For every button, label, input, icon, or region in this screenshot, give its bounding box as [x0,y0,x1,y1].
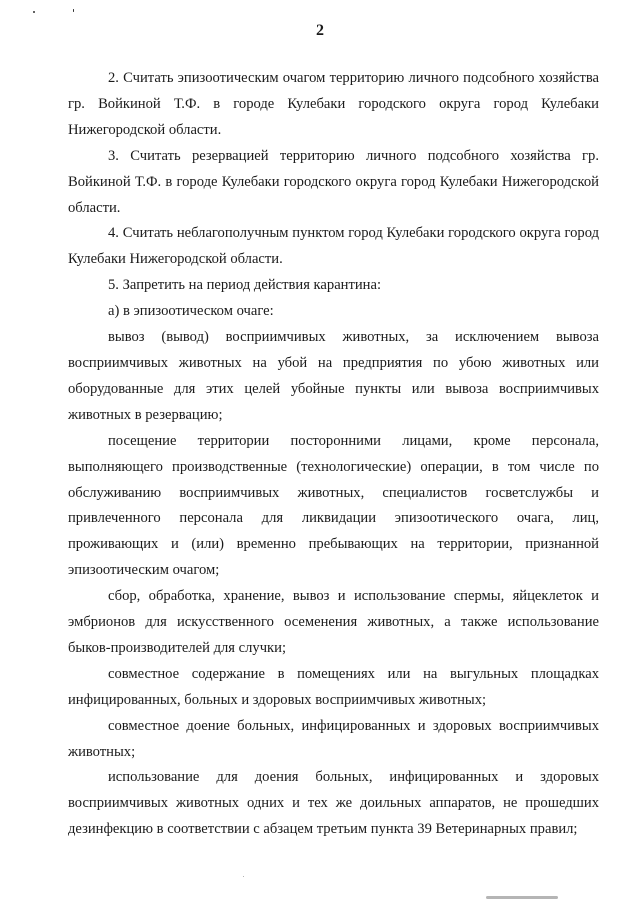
prohibition-genetic-material: сбор, обработка, хранение, вывоз и использование спермы, яйцеклеток и эмбрионов для искусственного осеменения животных, а также использование быков-производителей для случки; [68,588,599,656]
paragraph-item-5: 5. Запретить на период действия карантина: [108,277,382,294]
paragraph-item-4: 4. Считать неблагополучным пунктом город Кулебаки городского округа город Кулебаки Нижегородской области. [68,225,599,268]
document-body [68,66,599,843]
scan-artifact [33,11,35,13]
prohibition-visiting: посещение территории посторонними лицами, кроме персонала, выполняющего производственные (технологические) операции, в том числе по обслуживанию восприимчивых животных, специалистов госветслужбы и привлеченного персонала для ликвидации эпизоотического очага, лиц, проживающих и (или) временно пребывающих на территории, признанной эпизоотическим очагом; [68,432,599,579]
prohibition-milking-equipment: использование для доения больных, инфицированных и здоровых восприимчивых животных одних и тех же доильных аппаратов, не прошедших дезинфекцию в соответствии с абзацем третьим пункта 39 Ветеринарных правил; [68,769,599,838]
prohibition-removal: вывоз (вывод) восприимчивых животных, за исключением вывоза восприимчивых животных на убой на предприятия по убою животных или оборудованные для этих целей убойные пункты или вывоза восприимчивых животных в резервацию; [68,329,599,423]
scan-artifact [73,9,74,12]
page-number: 2 [316,22,324,39]
prohibition-joint-keeping: совместное содержание в помещениях или на выгульных площадках инфицированных, больных и здоровых восприимчивых животных; [68,665,599,708]
paragraph-item-2: 2. Считать эпизоотическим очагом территорию личного подсобного хозяйства гр. Войкиной Т.Ф. в городе Кулебаки городского округа город Кулебаки Нижегородской области. [68,70,599,138]
scan-smudge [486,896,558,899]
prohibition-joint-milking: совместное доение больных, инфицированных и здоровых восприимчивых животных; [68,717,599,760]
scan-artifact [243,876,244,877]
subsection-heading-a: а) в эпизоотическом очаге: [108,303,274,320]
paragraph-item-3: 3. Считать резервацией территорию личного подсобного хозяйства гр. Войкиной Т.Ф. в городе Кулебаки городского округа город Кулебаки Нижегородской области. [68,147,599,216]
